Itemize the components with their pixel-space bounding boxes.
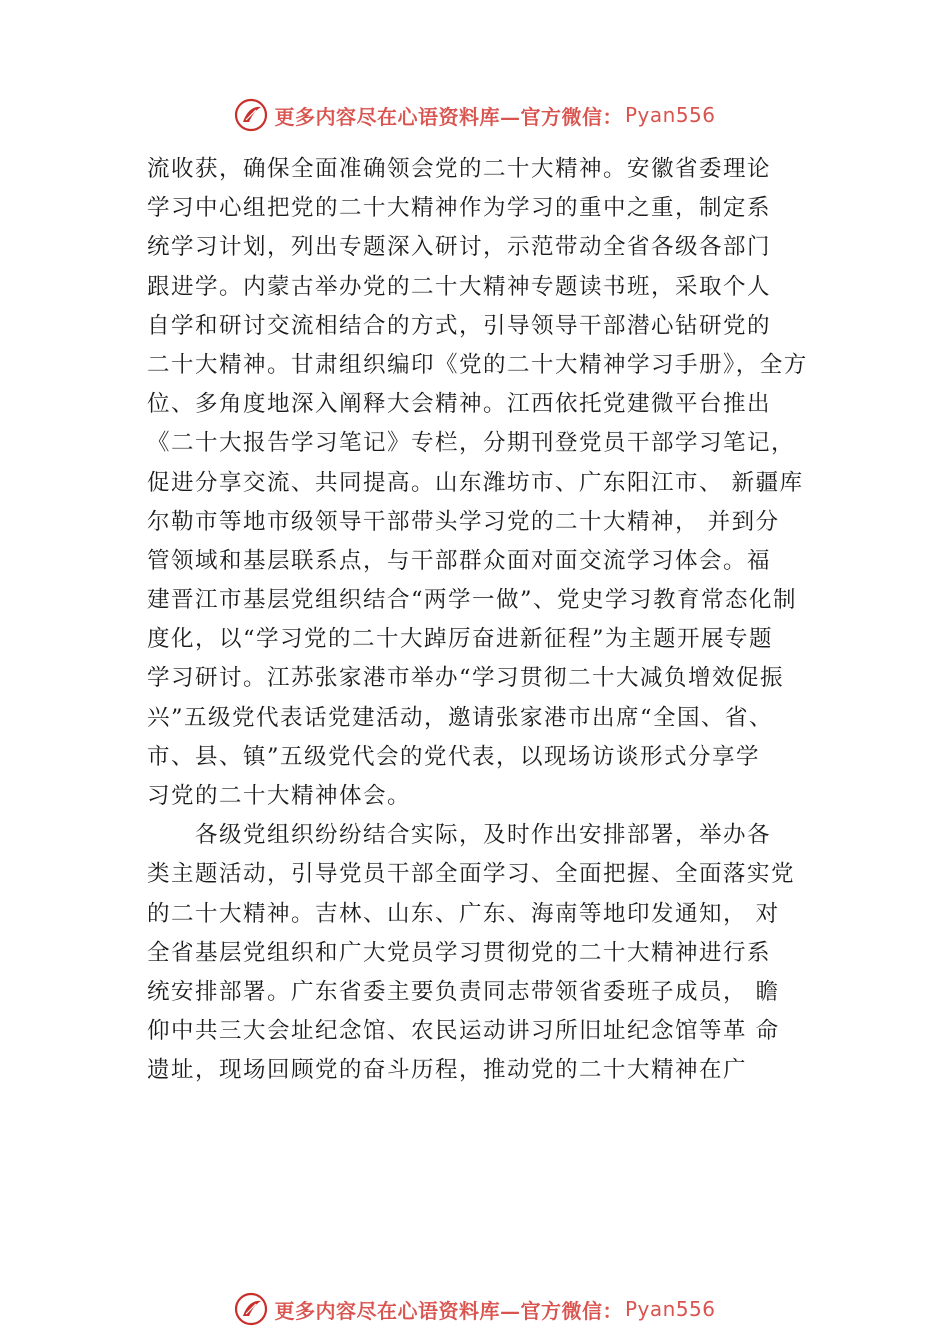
text-line: 管领域和基层联系点，与干部群众面对面交流学习体会。福: [147, 547, 772, 574]
brand-logo-icon: [234, 98, 268, 132]
text-line: 促进分享交流、共同提高。山东潍坊市、广东阳江市、 新疆库: [147, 469, 804, 496]
text-line: 兴”五级党代表话党建活动，邀请张家港市出席“全国、省、: [147, 704, 774, 731]
text-line: 遗址，现场回顾党的奋斗历程，推动党的二十大精神在广: [147, 1057, 748, 1084]
text-line: 二十大精神。甘肃组织编印《党的二十大精神学习手册》，全方: [147, 351, 808, 378]
text-line: 仰中共三大会址纪念馆、农民运动讲习所旧址纪念馆等革 命: [147, 1018, 780, 1045]
watermark-text: 更多内容尽在心语资料库—官方微信：: [274, 104, 623, 129]
watermark-header: [0, 97, 950, 133]
text-line: 自学和研讨交流相结合的方式，引导领导干部潜心钻研党的: [147, 312, 772, 339]
text-line: 全省基层党组织和广大党员学习贯彻党的二十大精神进行系: [147, 939, 772, 966]
text-line: 流收获，确保全面准确领会党的二十大精神。安徽省委理论: [147, 156, 772, 182]
text-line: 学习研讨。江苏张家港市举办“学习贯彻二十大减负增效促振: [147, 665, 785, 692]
text-line: 类主题活动，引导党员干部全面学习、全面把握、全面落实党: [147, 861, 796, 888]
watermark-footer: [0, 1291, 950, 1327]
paragraph-start-line: 各级党组织纷纷结合实际，及时作出安排部署，举办各: [195, 822, 772, 849]
text-line: 的二十大精神。吉林、山东、广东、海南等地印发通知， 对: [147, 900, 780, 927]
brand-logo-icon: [234, 1292, 268, 1326]
text-line: 学习中心组把党的二十大精神作为学习的重中之重，制定系: [147, 195, 772, 222]
text-line: 《二十大报告学习笔记》专栏，分期刊登党员干部学习笔记，: [147, 430, 796, 457]
watermark-code: Pyan556: [624, 1297, 716, 1321]
text-line: 习党的二十大精神体会。: [147, 783, 412, 809]
text-line: 建晋江市基层党组织结合“两学一做”、党史学习教育常态化制: [147, 587, 798, 614]
text-line: 统学习计划，列出专题深入研讨，示范带动全省各级各部门: [147, 234, 772, 261]
text-line: 市、县、镇”五级党代会的党代表，以现场访谈形式分享学: [147, 743, 761, 770]
watermark-code: Pyan556: [624, 103, 716, 127]
text-line: 统安排部署。广东省委主要负责同志带领省委班子成员， 瞻: [147, 978, 780, 1005]
text-line: 尔勒市等地市级领导干部带头学习党的二十大精神， 并到分: [147, 508, 780, 535]
text-line: 度化，以“学习党的二十大踔厉奋进新征程”为主题开展专题: [147, 626, 774, 653]
text-line: 跟进学。内蒙古举办党的二十大精神专题读书班，采取个人: [147, 273, 772, 300]
text-line: 位、多角度地深入阐释大会精神。江西依托党建微平台推出: [147, 391, 772, 418]
document-body: [147, 150, 837, 1091]
watermark-text: 更多内容尽在心语资料库—官方微信：: [274, 1298, 623, 1323]
